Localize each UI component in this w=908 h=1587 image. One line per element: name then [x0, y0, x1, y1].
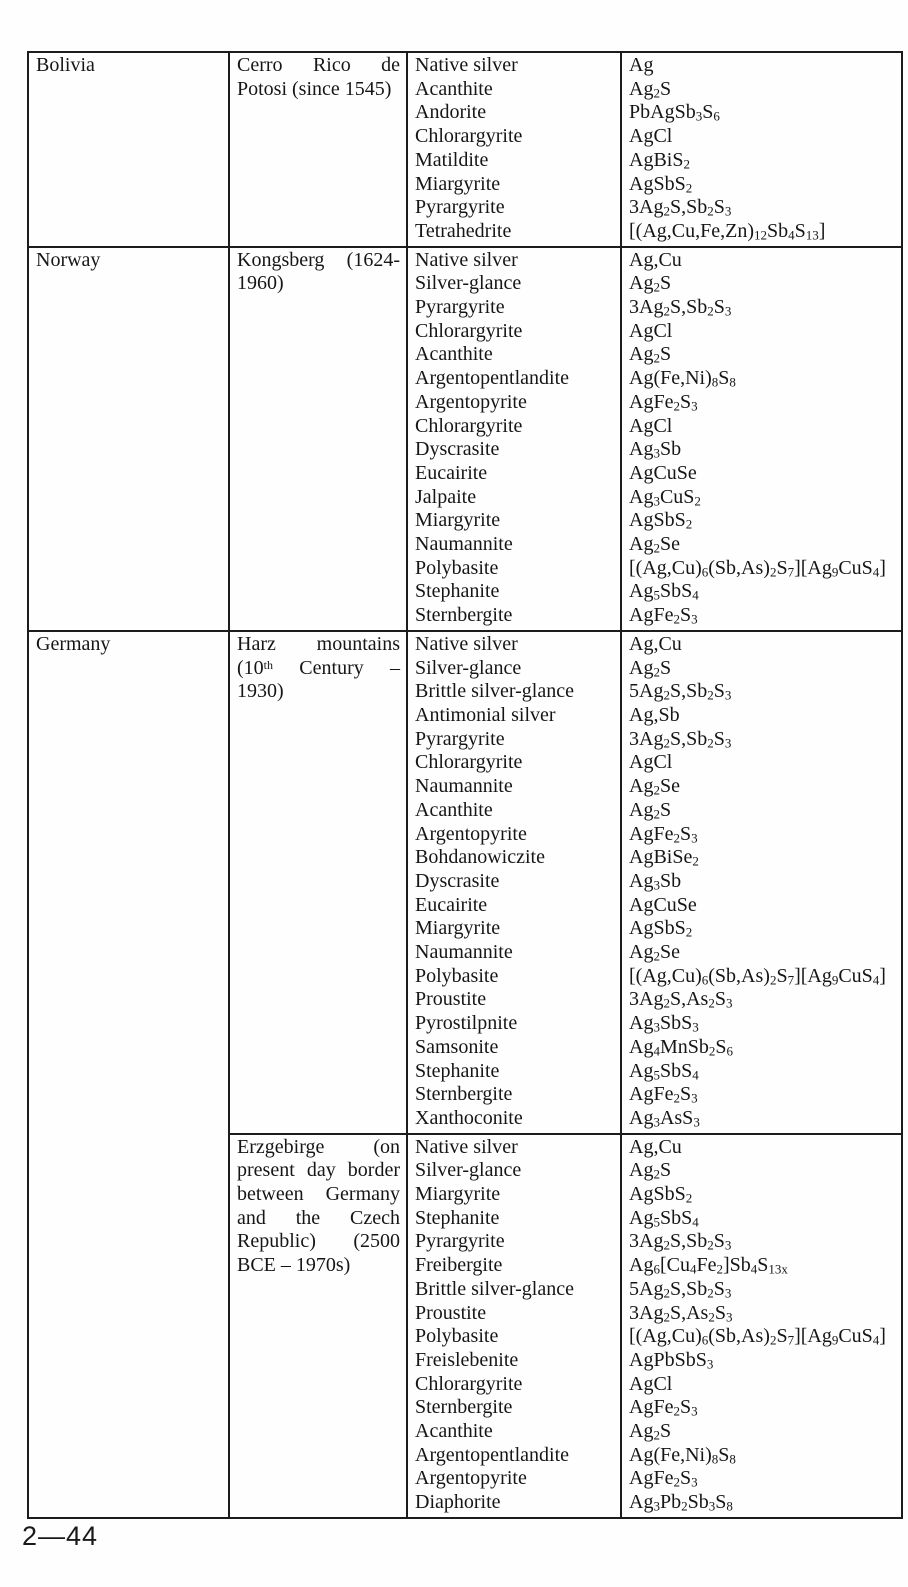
mineral-name: Proustite [415, 988, 487, 1011]
mineral-name: Argentopyrite [415, 390, 527, 413]
mineral-formula: $Ag_2S$ [629, 656, 672, 680]
mineral-formula: AgSbS$_2$ [629, 509, 693, 532]
country-cell [28, 52, 229, 247]
mineral-name: Miargyrite [415, 917, 501, 940]
mineral-name: Argentopyrite [415, 822, 527, 845]
mineral-name: Polybasite [415, 556, 499, 579]
location-line: BCE – 1970s) [237, 1254, 351, 1277]
mineral-formula: AgCl [629, 751, 673, 774]
country-cell [28, 247, 229, 631]
mineral-formula: AgBiSe$_2$ [629, 846, 699, 869]
mineral-name: Argentopentlandite [415, 1443, 570, 1466]
mineral-formula: $Ag_6[Cu_4Fe_2]Sb_4S_{13x}$ [629, 1254, 788, 1277]
mineral-formula: $[(Ag,Cu)_6(Sb,As)_2S_7][Ag_9CuS_4]$ [629, 1325, 886, 1348]
location-cell [229, 631, 407, 1134]
mineral-name: Matildite [415, 148, 489, 171]
mineral-formula: AgSbS$_2$ [629, 917, 693, 940]
mineral-formula: $3Ag_2S,Sb_2S_3$ [629, 196, 732, 219]
mineral-formula: $Ag(Fe,Ni)_8S_8$ [629, 367, 736, 390]
mineral-formula: AgPbSbS$_3$ [629, 1348, 714, 1372]
mineral-name: Pyrargyrite [415, 196, 505, 219]
mineral-name: Naumannite [415, 775, 513, 798]
location-line: 1930) [237, 680, 284, 703]
mineral-formula: $Ag_2Se$ [629, 775, 680, 798]
mineral-name: Native silver [415, 632, 518, 655]
table-row [28, 52, 902, 247]
mineral-formula: $Ag_4MnSb_2S_6$ [629, 1035, 733, 1059]
location-line: and the Czech [237, 1206, 400, 1229]
mineral-name: Brittle silver-glance [415, 1277, 574, 1300]
mineral-formula: $Ag_3AsS_3$ [629, 1106, 700, 1130]
mineral-name: Pyrargyrite [415, 296, 505, 319]
location-cell [229, 1134, 407, 1518]
mineral-formula: $Ag_3CuS_2$ [629, 485, 701, 509]
mineral-name: Silver-glance [415, 272, 522, 295]
mineral-formula: $AgFe_2S_3$ [629, 604, 698, 627]
mineral-name: Andorite [415, 101, 487, 124]
country-label: Germany [36, 632, 111, 655]
mineral-name: Acanthite [415, 798, 493, 821]
location-line: Republic) (2500 [237, 1230, 400, 1253]
mineral-formula: AgCuSe [629, 893, 697, 916]
mineral-name: Silver-glance [415, 1159, 522, 1182]
mineral-formula: $Ag_2Se$ [629, 533, 680, 556]
mineral-formula: Ag,Cu [629, 632, 682, 655]
mineral-name: Argentopentlandite [415, 367, 570, 390]
location-line: Cerro Rico de [237, 54, 400, 76]
mineral-name: Chlorargyrite [415, 414, 523, 437]
mineral-name: Stephanite [415, 580, 500, 603]
mineral-formula: $AgFe_2S_3$ [629, 1396, 698, 1419]
mineral-name: Native silver [415, 54, 518, 76]
mineral-name: Tetrahedrite [415, 219, 512, 242]
mineral-name: Chlorargyrite [415, 319, 523, 342]
mineral-name: Miargyrite [415, 509, 501, 532]
mineral-formula: $3Ag_2S,Sb_2S_3$ [629, 296, 732, 319]
mineral-name: Native silver [415, 1135, 518, 1158]
mineral-formula: $AgFe_2S_3$ [629, 390, 698, 414]
location-line: Erzgebirge (on [237, 1135, 400, 1158]
mineral-name: Freislebenite [415, 1348, 519, 1371]
minerals-table-body [28, 52, 902, 1518]
mineral-formula: $[(Ag,Cu,Fe,Zn)_{12}Sb_4S_{13}]$ [629, 219, 826, 243]
mineral-name: Brittle silver-glance [415, 680, 574, 703]
mineral-name: Xanthoconite [415, 1106, 523, 1129]
country-label: Norway [36, 248, 101, 271]
mineral-formula: $Ag_2S$ [629, 77, 672, 101]
mineral-name: Eucairite [415, 461, 488, 484]
mineral-name: Sternbergite [415, 1083, 513, 1106]
mineral-name: Naumannite [415, 941, 513, 964]
mineral-formula: $Ag_5SbS_4$ [629, 580, 699, 604]
mineral-names-cell [407, 52, 621, 247]
location-line: Kongsberg (1624- [237, 248, 400, 271]
mineral-formula: $[(Ag,Cu)_6(Sb,As)_2S_7][Ag_9CuS_4]$ [629, 964, 886, 988]
formulas-cell [621, 1134, 902, 1518]
mineral-name: Pyrargyrite [415, 727, 505, 750]
mineral-name: Dyscrasite [415, 438, 500, 461]
country-label: Bolivia [36, 54, 95, 76]
mineral-formula: Ag,Cu [629, 248, 682, 271]
formulas-cell [621, 631, 902, 1134]
mineral-name: Sternbergite [415, 1396, 513, 1419]
mineral-formula: $Ag_3Sb$ [629, 869, 682, 893]
mineral-formula: Ag [629, 54, 654, 76]
mineral-name: Antimonial silver [415, 703, 556, 726]
mineral-formula: $3Ag_2S,As_2S_3$ [629, 988, 733, 1012]
mineral-name: Acanthite [415, 77, 493, 100]
mineral-formula: AgCl [629, 1372, 673, 1395]
page-number: 2—44 [22, 1521, 99, 1551]
formulas-cell [621, 52, 902, 247]
mineral-name: Pyrargyrite [415, 1230, 505, 1253]
mineral-formula: $3Ag_2S,Sb_2S_3$ [629, 727, 732, 751]
mineral-name: Eucairite [415, 893, 488, 916]
mineral-formula: $Ag(Fe,Ni)_8S_8$ [629, 1443, 736, 1467]
mineral-formula: $3Ag_2S,Sb_2S_3$ [629, 1230, 732, 1254]
mineral-formula: $Ag_3SbS_3$ [629, 1012, 699, 1035]
mineral-name: Dyscrasite [415, 869, 500, 892]
mineral-name: Chlorargyrite [415, 125, 523, 148]
mineral-name: Chlorargyrite [415, 751, 523, 774]
mineral-formula: $Ag_2S$ [629, 798, 672, 822]
mineral-formula: $AgFe_2S_3$ [629, 822, 698, 846]
mineral-formula: AgCuSe [629, 461, 697, 484]
mineral-formula: $[(Ag,Cu)_6(Sb,As)_2S_7][Ag_9CuS_4]$ [629, 556, 886, 580]
mineral-name: Freibergite [415, 1254, 503, 1277]
mineral-names-cell [407, 247, 621, 631]
location-cell [229, 52, 407, 247]
location-line: (10th Century – [237, 656, 400, 679]
mineral-formula: $AgFe_2S_3$ [629, 1083, 698, 1106]
mineral-formula: $Ag_2S$ [629, 1420, 672, 1443]
mineral-name: Stephanite [415, 1206, 500, 1229]
mineral-formula: $Ag_2S$ [629, 272, 672, 295]
mineral-formula: $Ag_2S$ [629, 1159, 672, 1182]
mineral-name: Pyrostilpnite [415, 1012, 518, 1035]
mineral-name: Sternbergite [415, 604, 513, 627]
location-line: Harz mountains [237, 632, 400, 655]
mineral-formula: $Ag_3Sb$ [629, 438, 682, 461]
table-row [28, 631, 902, 1134]
mineral-name: Acanthite [415, 1420, 493, 1443]
mineral-name: Bohdanowiczite [415, 846, 545, 869]
mineral-formula: $5Ag_2S,Sb_2S_3$ [629, 680, 732, 703]
mineral-formula: AgCl [629, 125, 673, 148]
mineral-name: Polybasite [415, 964, 499, 987]
minerals-table [27, 51, 903, 1519]
mineral-formula: Ag,Cu [629, 1135, 682, 1158]
mineral-formula: $5Ag_2S,Sb_2S_3$ [629, 1277, 732, 1301]
mineral-name: Miargyrite [415, 1183, 501, 1206]
mineral-name: Naumannite [415, 533, 513, 556]
mineral-formula: AgSbS$_2$ [629, 1183, 693, 1206]
mineral-names-cell [407, 1134, 621, 1518]
country-cell [28, 631, 229, 1518]
mineral-name: Samsonite [415, 1035, 499, 1058]
mineral-formula: AgSbS$_2$ [629, 172, 693, 196]
mineral-name: Polybasite [415, 1325, 499, 1348]
formulas-cell [621, 247, 902, 631]
mineral-formula: $Ag_2Se$ [629, 941, 680, 964]
mineral-formula: AgBiS$_2$ [629, 148, 690, 172]
mineral-formula: AgCl [629, 414, 673, 437]
location-line: 1960) [237, 272, 284, 295]
mineral-name: Chlorargyrite [415, 1372, 523, 1395]
mineral-name: Proustite [415, 1301, 487, 1324]
mineral-formula: $Ag_2S$ [629, 343, 672, 367]
mineral-formula: $Ag_5SbS_4$ [629, 1206, 699, 1230]
mineral-name: Miargyrite [415, 172, 501, 195]
mineral-name: Acanthite [415, 343, 493, 366]
mineral-names-cell [407, 631, 621, 1134]
mineral-name: Silver-glance [415, 656, 522, 679]
location-line: present day border [237, 1159, 400, 1182]
mineral-name: Diaphorite [415, 1491, 501, 1514]
mineral-formula: $PbAgSb_3S_6$ [629, 101, 720, 124]
mineral-name: Native silver [415, 248, 518, 271]
mineral-name: Stephanite [415, 1059, 500, 1082]
mineral-name: Argentopyrite [415, 1467, 527, 1490]
mineral-formula: $3Ag_2S,As_2S_3$ [629, 1301, 733, 1325]
location-line: Potosi (since 1545) [237, 77, 392, 100]
mineral-name: Jalpaite [415, 485, 477, 508]
mineral-formula: $AgFe_2S_3$ [629, 1467, 698, 1491]
mineral-formula: AgCl [629, 319, 673, 342]
mineral-formula: $Ag_5SbS_4$ [629, 1059, 699, 1083]
table-row [28, 247, 902, 631]
location-line: between Germany [237, 1183, 400, 1206]
mineral-formula: Ag,Sb [629, 703, 680, 726]
mineral-formula: $Ag_3Pb_2Sb_3S_8$ [629, 1491, 733, 1514]
location-cell [229, 247, 407, 631]
